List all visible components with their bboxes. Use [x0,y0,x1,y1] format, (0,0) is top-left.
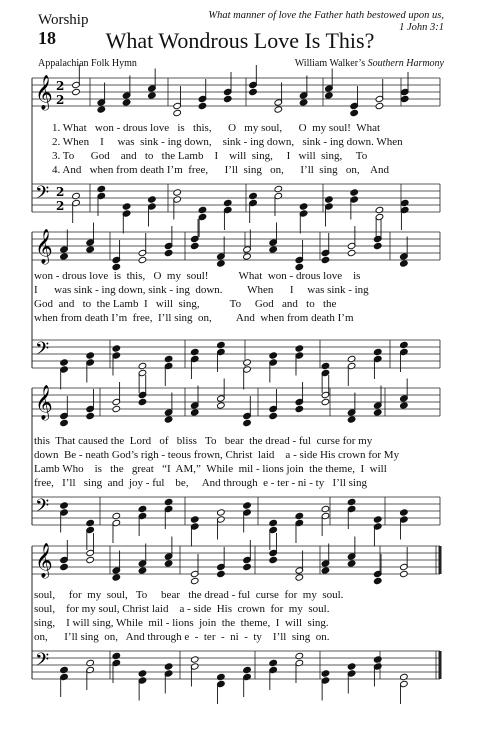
scripture-quote: What manner of love the Father hath bestowed upon us, [208,10,444,21]
note-head [190,577,199,584]
arranger-source: Southern Harmony [367,58,444,69]
note-head [295,574,304,581]
note-head [321,670,330,677]
treble-clef-icon: 𝄞 [35,75,53,110]
note-head [86,556,95,563]
bass-clef-icon: 𝄢 [35,650,50,675]
note-head [190,656,199,663]
time-signature-bottom: 2 [56,199,65,213]
lyric-line-verse-3: Lamb Who is the great “I AM,” While mil - lions join the theme, I will [34,463,387,475]
note-head [217,673,226,680]
tune-source: Appalachian Folk Hymn [38,58,137,69]
note-head [400,570,409,577]
lyric-line-verse-2: 2. When I was sink - ing down, sink - ing down, sink - ing down. When [52,136,403,148]
treble-staff [32,533,440,585]
note-head [373,656,382,663]
note-head [112,652,121,659]
lyric-line-verse-1: this That caused the Lord of bliss To bear the dread - ful curse for my [34,435,373,447]
lyric-line-verse-3: God and to the Lamb I will sing, To God and to the [34,298,337,310]
note-head [112,574,121,581]
bass-clef-icon: 𝄢 [35,496,50,521]
bass-staff [32,650,440,704]
note-head [138,567,147,574]
time-signature-top: 2 [56,185,65,199]
note-head [321,567,330,574]
lyric-line-verse-4: free, I’ll sing and joy - ful be, And through e - ter - ni - ty I’ll sing [34,477,367,489]
lyric-line-verse-1: won - drous love is this, O my soul! What won - drous love is [34,270,361,282]
lyric-line-verse-1: 1. What won - drous love is this, O my soul, O my soul! What [52,122,381,134]
note-head [347,663,356,670]
note-head [347,560,356,567]
note-head [164,560,173,567]
lyric-line-verse-4: on, I’ll sing on, And through e - ter - ni - ty I’ll sing on. [34,631,330,643]
note-head [243,666,252,673]
treble-clef-icon: 𝄞 [35,229,53,264]
note-head [60,563,69,570]
lyric-line-verse-3: sing, I will sing, While mil - lions join the theme, I will sing. [34,617,329,629]
note-head [400,673,409,680]
treble-clef-icon: 𝄞 [35,543,53,578]
note-head [138,670,147,677]
treble-clef-icon: 𝄞 [35,385,53,420]
note-head [269,659,278,666]
note-head [269,556,278,563]
bass-clef-icon: 𝄢 [35,183,50,208]
lyric-line-verse-2: I was sink - ing down, sink - ing down. When I was sink - ing [34,284,369,296]
note-head [86,659,95,666]
section-label: Worship [38,12,89,28]
arranger-name: William Walker’s [294,58,366,69]
note-head [243,563,252,570]
note-head [164,663,173,670]
time-signature-bottom: 2 [56,93,65,107]
time-signature-top: 2 [56,79,65,93]
lyric-line-verse-3: 3. To God and to the Lamb I will sing, I will sing, To [52,150,368,162]
bass-clef-icon: 𝄢 [35,339,50,364]
note-head [295,652,304,659]
scripture-citation: 1 John 3:1 [399,22,444,33]
hymn-title: What Wondrous Love Is This? [105,28,375,53]
lyric-line-verse-2: down Be - neath God’s righ - teous frown, Christ laid a - side His crown for My [34,449,400,461]
note-head [217,570,226,577]
lyric-line-verse-4: 4. And when from death I’m free, I’ll sing on, I’ll sing on, And [52,164,389,176]
hymn-number: 18 [38,28,56,48]
lyric-line-verse-1: soul, for my soul, To bear the dread - ful curse for my soul. [34,589,344,601]
lyric-line-verse-4: when from death I’m free, I’ll sing on, And when from death I’m [34,312,354,324]
lyric-line-verse-2: soul, for my soul, Christ laid a - side His crown for my soul. [34,603,330,615]
note-head [60,666,69,673]
note-head [373,577,382,584]
